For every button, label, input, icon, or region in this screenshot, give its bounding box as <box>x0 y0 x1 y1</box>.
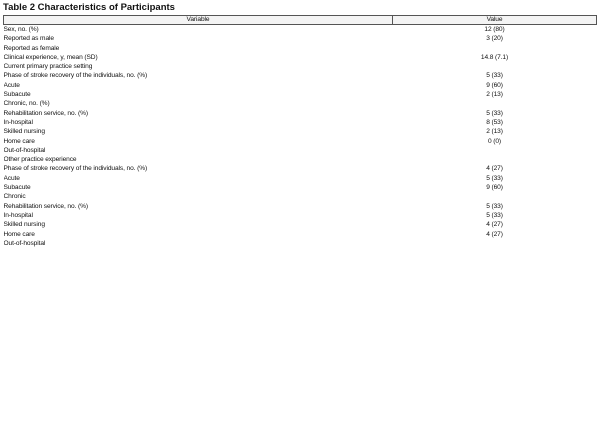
table-row <box>4 239 597 248</box>
table-row <box>4 211 597 220</box>
table-row <box>4 109 597 118</box>
row-label: Home care <box>3 137 35 145</box>
table-row <box>4 62 597 71</box>
row-value: 4 (27) <box>486 230 503 238</box>
row-value <box>393 155 597 164</box>
row-label: Rehabilitation service, no. (%) <box>3 202 88 210</box>
row-value: 14.8 (7.1) <box>480 53 509 61</box>
row-label: Home care <box>3 230 35 238</box>
row-value: 4 (27) <box>486 221 503 229</box>
table-row <box>4 90 597 99</box>
header-row <box>4 16 597 25</box>
row-label: Acute <box>3 81 20 89</box>
row-label: In-hospital <box>3 211 33 219</box>
column-header-variable: Variable <box>4 16 393 25</box>
table-row <box>4 34 597 43</box>
row-label: Rehabilitation service, no. (%) <box>3 109 88 117</box>
table-row <box>4 202 597 211</box>
row-label: Phase of stroke recovery of the individuals, no. (%) <box>3 72 148 80</box>
table-row <box>4 99 597 108</box>
row-label: Chronic, no. (%) <box>3 100 50 108</box>
table-row <box>4 146 597 155</box>
row-value: 5 (33) <box>486 174 503 182</box>
row-value: 2 (13) <box>486 91 503 99</box>
row-label: Reported as male <box>3 35 54 43</box>
row-value: 5 (33) <box>486 202 503 210</box>
row-label: Reported as female <box>3 44 60 52</box>
table-row <box>4 174 597 183</box>
row-value: 5 (33) <box>486 211 503 219</box>
table-title: Table 2 Characteristics of Participants <box>3 2 175 13</box>
document <box>3 2 597 248</box>
table-row <box>4 183 597 192</box>
row-label: In-hospital <box>3 118 33 126</box>
table-row <box>4 230 597 239</box>
row-value: 9 (60) <box>486 81 503 89</box>
row-value: 9 (60) <box>486 184 503 192</box>
row-value <box>393 192 597 201</box>
row-label: Subacute <box>3 184 31 192</box>
table-row <box>4 164 597 173</box>
table-row <box>4 192 597 201</box>
row-label: Acute <box>3 174 20 182</box>
row-value <box>393 99 597 108</box>
row-label: Skilled nursing <box>3 128 45 136</box>
row-label: Skilled nursing <box>3 221 45 229</box>
table-row <box>4 118 597 127</box>
row-label: Current primary practice setting <box>3 63 93 71</box>
row-value: 5 (33) <box>486 72 503 80</box>
table-row <box>4 81 597 90</box>
row-value: 12 (80) <box>484 26 505 33</box>
row-value <box>393 44 597 53</box>
row-label: Sex, no. (%) <box>3 26 39 33</box>
row-label: Clinical experience, y, mean (SD) <box>3 53 98 61</box>
row-value <box>393 239 597 248</box>
row-label: Out-of-hospital <box>3 146 46 154</box>
table-row <box>4 127 597 136</box>
row-value <box>393 146 597 155</box>
row-value: 3 (20) <box>486 35 503 43</box>
row-label: Phase of stroke recovery of the individuals, no. (%) <box>3 165 148 173</box>
table-row <box>4 155 597 164</box>
row-value: 5 (33) <box>486 109 503 117</box>
row-label: Other practice experience <box>3 156 77 164</box>
row-value: 4 (27) <box>486 165 503 173</box>
table-row <box>4 137 597 146</box>
row-value: 0 (0) <box>487 137 502 145</box>
table-row <box>4 44 597 53</box>
row-value <box>393 62 597 71</box>
row-value: 8 (53) <box>486 118 503 126</box>
row-label: Subacute <box>3 91 31 99</box>
table-row <box>4 53 597 62</box>
characteristics-table <box>3 15 597 248</box>
table-row <box>4 25 597 35</box>
row-label: Out-of-hospital <box>3 239 46 247</box>
row-value: 2 (13) <box>486 128 503 136</box>
column-header-value: Value <box>393 16 597 25</box>
row-label: Chronic <box>3 193 26 201</box>
table-row <box>4 220 597 229</box>
table-row <box>4 71 597 80</box>
